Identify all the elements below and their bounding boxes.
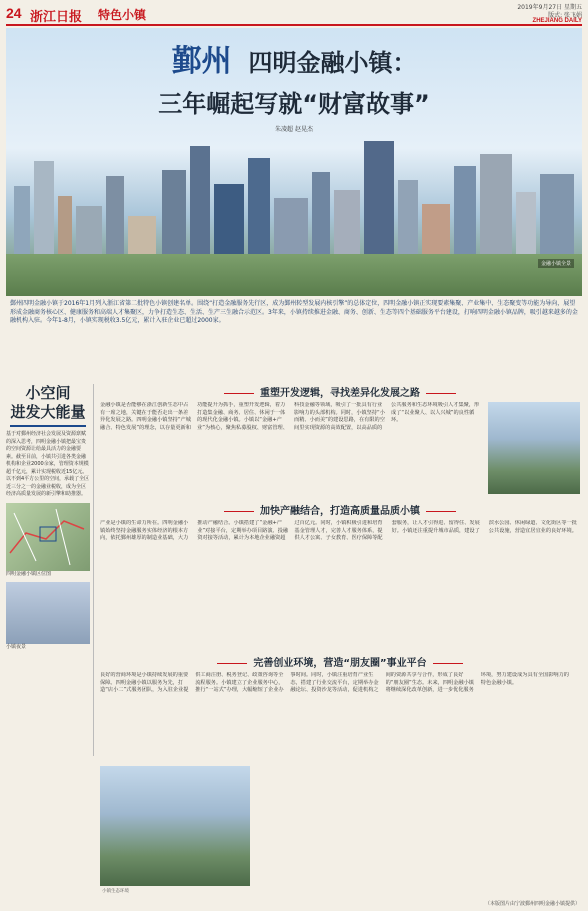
intro-paragraph: 鄞州四明金融小镇于2016年1月列入浙江省第二批特色小镇创建名单。围绕“打造金融服务先行区，成为鄞州转型发展内核引擎”的总体定位，四明金融小镇正实现要素集聚、产业集中、生态聚变等功能为导向，展望形成金融商务核心区、健康服务和高端人才集聚区，力争打造生态、生活、生产三生融合示范区。3年来，小镇持续推进金融、商务、创新、生态等四个基础服务平台建设，打响四明金融小镇品牌，吸引越来越多的金融机构入驻。今年1-8月，小镇实现税收3.5亿元，累计入驻企业已超过2000家。 [10,300,578,324]
section-2-text: 产业是小镇的生命力所在。四明金融小镇始终坚持金融服务实体经济的根本方向，依托鄞州雄厚的制造业基础，大力推动产融结合。小镇搭建了“金融+产业”对接平台，定期举办项目路演、投融资对接等活动，累计为本地企业融资超过百亿元。同时，小镇积极引进和培育基金管理人才，完善人才服务体系，提供人才公寓、子女教育、医疗保障等配套服务，让人才引得进、留得住、发展好。小镇还注重提升城市品质，建设了滨水公园、休闲绿道、文化街区等一批公共设施，营造宜居宜业的良好环境。 [100,520,577,542]
bottom-photo [100,766,250,886]
sidebar-title-line-2: 进发大能量 [10,403,86,421]
map-caption: 四明金融小镇区位图 [6,570,52,577]
photo-credit: （本版图片由宁波鄞州四明金融小镇提供） [484,901,580,907]
editor-credit: 版式: 张飞娟 [548,12,582,19]
sidebar-photo [6,582,90,644]
paper-name: 浙江日报 [30,10,83,25]
headline [6,36,582,119]
page-number: 24 [6,5,22,21]
sidebar-text: 基于对鄞州经济社会发展及资源禀赋的深入思考，四明金融小镇把最宝贵的空间资源让给最具活力的金融要素。截至目前，小镇共引进各类金融机构和企业2000余家，管理资本规模超千亿元，累计实现税收近15亿元。以不到4平方公里的空间，承载了全区近三分之一的金融业税收，成为全区经济高质量发展的新引擎和助推器。 [6,431,90,497]
issue-date: 2019年9月27日 星期五 [517,4,582,11]
byline: 朱凌超 赵晃杰 [275,126,313,133]
sidebar [6,384,94,756]
paper-english-name: ZHEJIANG DAILY [532,18,582,24]
section-2-heading: 加快产融结合，打造高质量品质小镇 [100,502,580,517]
section-3-heading: 完善创业环境，营造“朋友圈”事业平台 [100,654,580,669]
hero-photo-caption: 金融小镇全景 [538,259,574,268]
section-1-photo [488,402,580,494]
sidebar-title-line-1: 小空间 [25,384,71,402]
map-graphic [6,503,88,571]
headline-line-2: 三年崛起写就“财富故事” [158,90,430,118]
headline-line-1: 四明金融小镇： [248,49,417,77]
headline-city: 鄞州 [171,44,232,79]
section-name: 特色小镇 [98,8,147,22]
green-ground [6,254,582,296]
location-map [6,503,90,571]
section-1-text: 金融小镇是否能够在浙江创新生态中占有一席之地，关键在于能否走出一条差异化发展之路。四明金融小镇坚持“产城融合、特色发展”的理念，以存量更新和功能提升为抓手，重塑开发逻辑，着力打造集金融、商务、居住、休闲于一体的现代化金融小镇。小镇以“金融+产业”为核心，聚焦私募股权、财富管理、科技金融等领域，吸引了一批具有行业影响力的头部机构。同时，小镇坚持“小而精、小而美”的建设思路，在有限的空间里实现资源的高效配置，以高品质的公共服务和生态环境吸引人才集聚，形成了“以业聚人、以人兴城”的良性循环。 [100,402,480,431]
sidebar-photo-caption: 小镇夜景 [6,644,27,650]
masthead [6,4,582,26]
hero-photo [6,28,582,296]
divider [10,425,86,427]
bottom-photo-caption: 小镇生态环境 [102,889,129,894]
section-3-text: 良好的营商环境是小镇持续发展的重要保障。四明金融小镇以服务为先，打造“店小二”式服务团队，为入驻企业提供工商注册、税务登记、政策咨询等全流程服务。小镇建立了企业服务中心，推行“一站式”办理，大幅缩短了企业办事时间。同时，小镇注重培育产业生态，搭建了行业交流平台，定期举办金融论坛、投资沙龙等活动，促进机构之间的资源共享与合作，形成了良好的“朋友圈”生态。未来，四明金融小镇将继续深化改革创新，进一步优化服务环境，努力建设成为具有全国影响力的特色金融小镇。 [100,672,569,694]
section-1-heading: 重塑开发逻辑，寻找差异化发展之路 [100,384,580,399]
city-skyline [6,136,582,256]
